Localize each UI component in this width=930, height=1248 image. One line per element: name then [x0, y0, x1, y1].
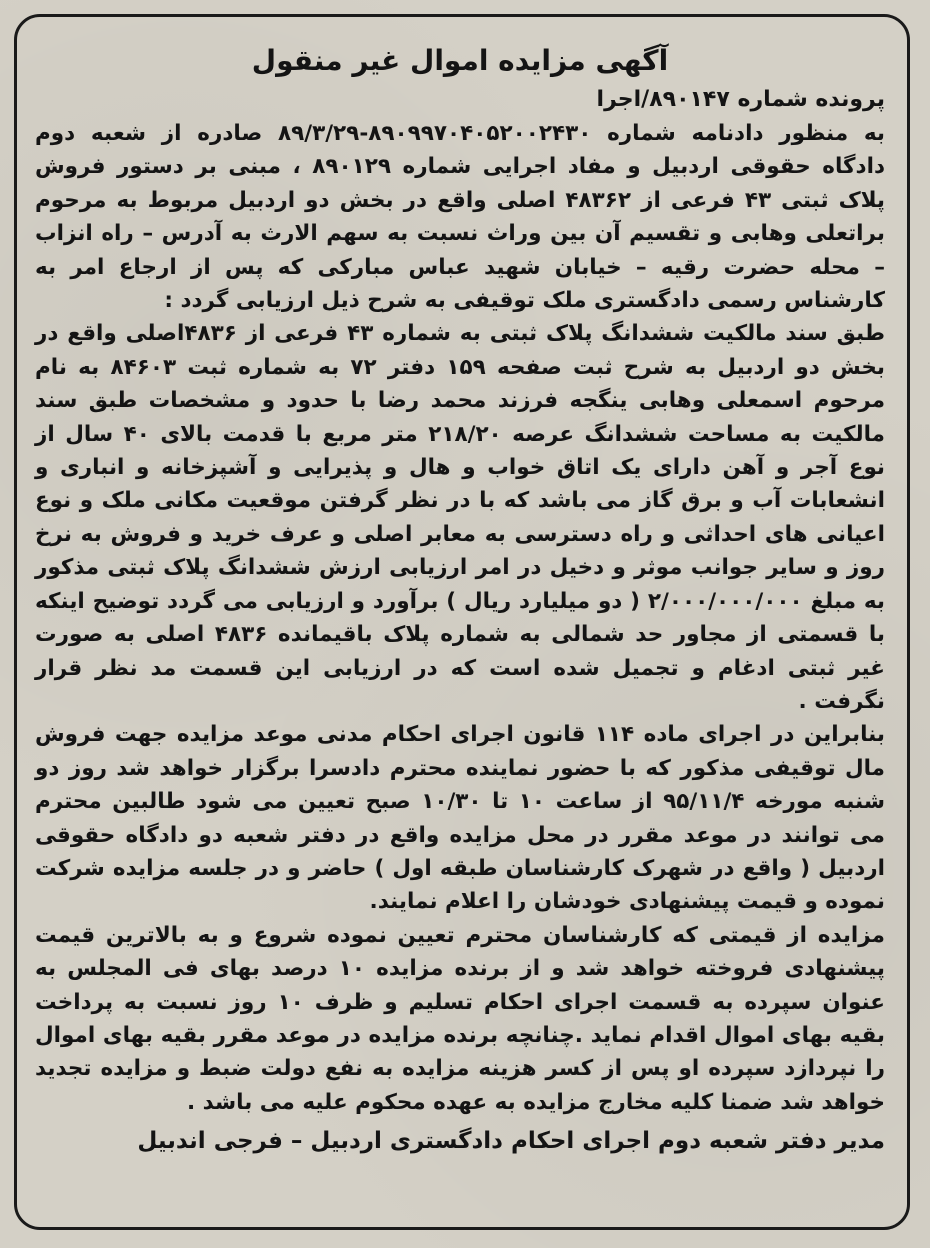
- notice-title: آگهی مزایده اموال غیر منقول: [251, 44, 669, 77]
- signature-line: مدیر دفتر شعبه دوم اجرای احکام دادگستری اردبیل – فرجی اندبیل: [137, 1128, 885, 1155]
- paragraph-appraisal: طبق سند مالکیت ششدانگ پلاک ثبتی به شماره ۴۳ فرعی از ۴۸۳۶اصلی واقع در بخش دو اردبیل به شرح ثبت صفحه ۱۵۹ دفتر ۷۲ به شماره ثبت ۸۴۶۰۳ به نام مرحوم اسمعلی وهابی ینگجه فرزند محمد رضا با حدود و مشخصات طبق سند مالکیت به مساحت ششدانگ عرصه ۲۱۸/۲۰ متر مربع با قدمت بالای ۴۰ سال از نوع آجر و آهن دارای یک اتاق خواب و هال و پذیرایی و آشپزخانه و انباری و انشعابات آب و برق گاز می باشد که با در نظر گرفتن موقعیت مکانی ملک و نوع اعیانی های احداثی و راه دسترسی به معابر اصلی و عرف خرید و فروش به نرخ روز و سایر جوانب موثر و دخیل در امر ارزیابی ارزش ششدانگ پلاک ثبتی مذکور به مبلغ ۲/۰۰۰/۰۰۰/۰۰۰ ( دو میلیارد ریال ) برآورد و ارزیابی می گردد توضیح اینکه با قسمتی از مجاور حد شمالی به شماره پلاک باقیمانده ۴۸۳۶ اصلی به صورت غیر ثبتی ادغام و تجمیل شده است که در ارزیابی این قسمت مد نظر قرار نگرفت .: [35, 321, 886, 714]
- notice-body: [17, 17, 907, 1161]
- case-number: پرونده شماره ۸۹۰۱۴۷/اجرا: [596, 87, 885, 112]
- paragraph-auction-date: بنابراین در اجرای ماده ۱۱۴ قانون اجرای احکام مدنی موعد مزایده جهت فروش مال توقیفی مذکور که با حضور نماینده محترم دادسرا برگزار خواهد شد روز دو شنبه مورخه ۹۵/۱۱/۴ از ساعت ۱۰ تا ۱۰/۳۰ صبح تعیین می شود طالبین محترم می توانند در موعد مقرر در محل مزایده واقع در دفتر شعبه دو دادگاه حقوقی اردبیل ( واقع در شهرک کارشناسان طبقه اول ) حاضر و در جلسه مزایده شرکت نموده و قیمت پیشنهادی خودشان را اعلام نمایند.: [35, 722, 885, 915]
- paragraph-terms: مزایده از قیمتی که کارشناسان محترم تعیین نموده شروع و به بالاترین قیمت پیشنهادی فروخته خواهد شد و از برنده مزایده ۱۰ درصد بهای فی المجلس به عنوان سپرده به قسمت اجرای احکام تسلیم و ظرف ۱۰ روز نسبت به پرداخت بقیه بهای اموال اقدام نماید .چنانچه برنده مزایده در موعد مقرر بقیه بهای اموال را نپردازد سپرده او پس از کسر هزینه مزایده به نفع دولت ضبط و مزایده تجدید خواهد شد ضمنا کلیه مخارج مزایده به عهده محکوم علیه می باشد .: [35, 922, 885, 1115]
- paragraph-order: به منظور دادنامه شماره ۸۹۰۹۹۷۰۴۰۵۲۰۰۲۴۳۰-۸۹/۳/۲۹ صادره از شعبه دوم دادگاه حقوقی اردبیل و مفاد اجرایی شماره ۸۹۰۱۲۹ ، مبنی بر دستور فروش پلاک ثبتی ۴۳ فرعی از ۴۸۳۶۲ اصلی واقع در بخش دو اردبیل مربوط به مرحوم براتعلی وهابی و تقسیم آن بین وراث نسبت به سهم الارث به آدرس – راه انزاب – محله حضرت رقیه – خیابان شهید عباس مبارکی که پس از ارجاع امر به کارشناس رسمی دادگستری ملک توقیفی به شرح ذیل ارزیابی گردد :: [35, 121, 886, 314]
- notice-frame: [14, 14, 910, 1230]
